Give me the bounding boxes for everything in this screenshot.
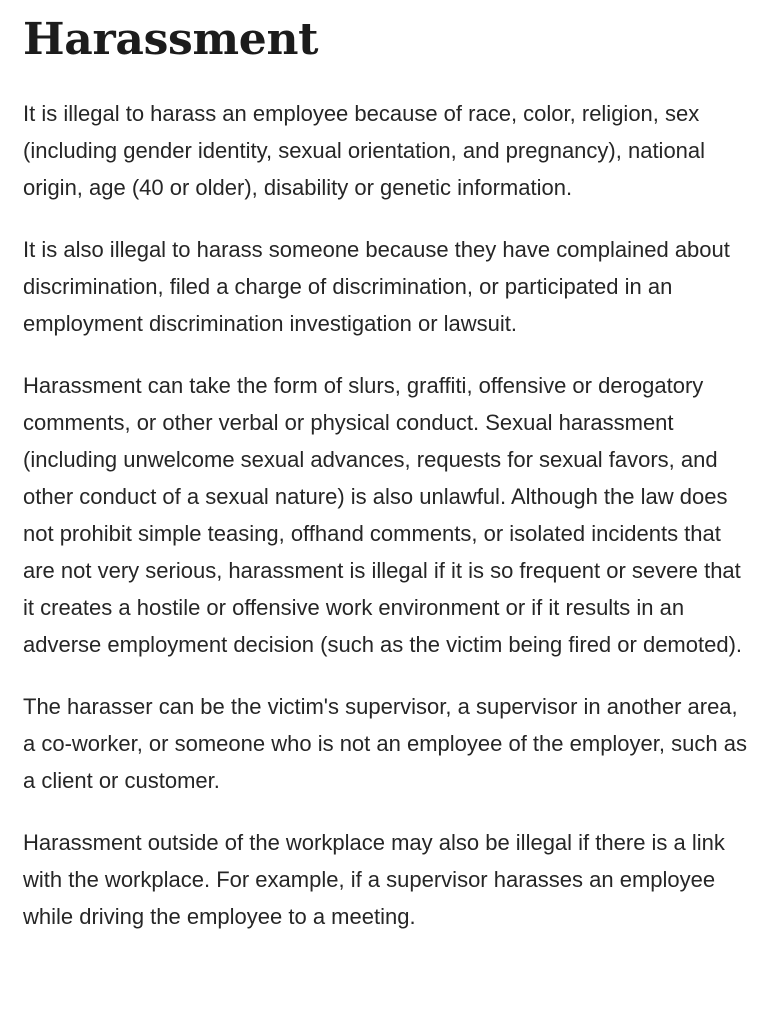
paragraph-outside-workplace: Harassment outside of the workplace may also be illegal if there is a link with the workplace. For example, if a supervisor harasses an employee while driving the employee to a meeting. [23, 830, 725, 929]
paragraph-retaliation: It is also illegal to harass someone because they have complained about discrimination, filed a charge of discrimination, or participated in an employment discrimination investigation or lawsuit. [23, 237, 730, 336]
page-title: Harassment [23, 14, 319, 65]
paragraph-forms-of-harassment: Harassment can take the form of slurs, graffiti, offensive or derogatory comments, or other verbal or physical conduct. Sexual harassment (including unwelcome sexual advances, requests for sexual favors, and other conduct of a sexual nature) is also unlawful. Although the law does not prohibit simple teasing, offhand comments, or isolated incidents that are not very serious, harassment is illegal if it is so frequent or severe that it creates a hostile or offensive work environment or if it results in an adverse employment decision (such as the victim being fired or demoted). [23, 373, 743, 657]
paragraph-harasser: The harasser can be the victim's supervisor, a supervisor in another area, a co-worker, or someone who is not an employee of the employer, such as a client or customer. [23, 694, 747, 793]
article [23, 0, 753, 935]
paragraph-protected-classes: It is illegal to harass an employee because of race, color, religion, sex (including gender identity, sexual orientation, and pregnancy), national origin, age (40 or older), disability or genetic information. [23, 101, 706, 200]
